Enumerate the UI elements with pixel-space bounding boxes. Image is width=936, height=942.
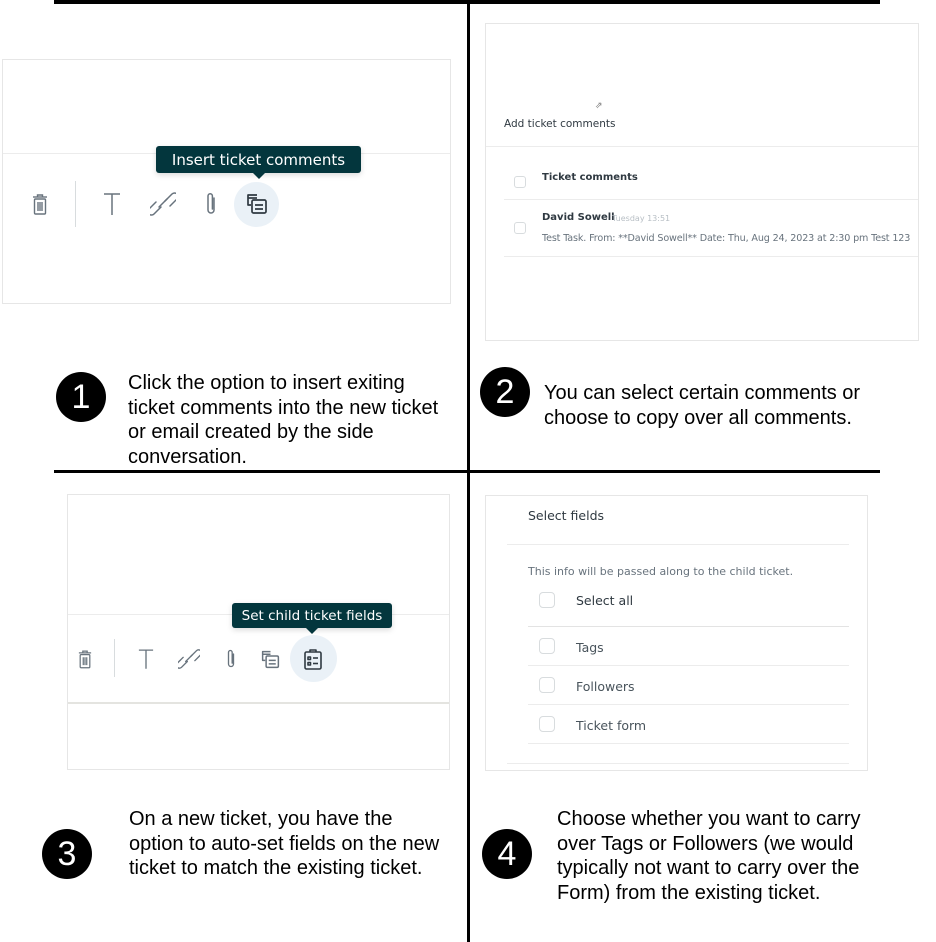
comment-checkbox[interactable]: [514, 222, 526, 234]
child-fields-icon[interactable]: [301, 647, 325, 671]
ticket-comments-header: Ticket comments: [542, 172, 638, 183]
editor-bottom-separator: [68, 702, 449, 704]
followers-checkbox[interactable]: [539, 677, 555, 693]
comment-author: David Sowell: [542, 212, 615, 223]
attachment-icon[interactable]: [202, 191, 220, 217]
field-label: Tags: [576, 640, 604, 655]
panel-add-ticket-comments: [485, 23, 919, 341]
header-separator: [507, 544, 849, 545]
tooltip-insert-ticket-comments: [156, 146, 361, 173]
panel-description: This info will be passed along to the child ticket.: [528, 565, 794, 578]
footer-separator: [507, 763, 849, 764]
row-separator: [504, 256, 918, 257]
step-description-2: You can select certain comments or choose to copy over all comments.: [544, 382, 861, 429]
row-separator: [504, 199, 918, 200]
row-separator: [528, 704, 849, 705]
comment-time: Tuesday 13:51: [612, 214, 671, 223]
step-number: 4: [497, 834, 517, 873]
text-format-icon[interactable]: [136, 647, 156, 671]
step-number: 1: [71, 377, 91, 416]
step-number: 2: [495, 372, 515, 411]
text-format-icon[interactable]: [100, 191, 124, 217]
field-label: Followers: [576, 679, 635, 694]
insert-comments-icon[interactable]: [244, 191, 270, 217]
tooltip-set-child-ticket-fields: [232, 603, 392, 628]
tooltip-label: Insert ticket comments: [171, 150, 346, 169]
link-icon[interactable]: [149, 191, 177, 217]
select-all-checkbox[interactable]: [539, 592, 555, 608]
step-badge-2: [480, 367, 530, 417]
step-badge-3: [42, 829, 92, 879]
toolbar-divider: [75, 181, 76, 227]
step-description-3: On a new ticket, you have the option to auto-set fields on the new ticket to match the existing ticket.: [129, 808, 440, 879]
link-icon[interactable]: [177, 647, 201, 671]
comment-body: Test Task. From: **David Sowell** Date: Thu, Aug 24, 2023 at 2:30 pm Test 123: [542, 233, 911, 244]
row-separator: [528, 743, 849, 744]
row-separator: [528, 665, 849, 666]
step-number: 3: [57, 834, 77, 873]
panel-set-child-fields: [67, 494, 450, 770]
trash-icon[interactable]: [29, 191, 51, 217]
attachment-icon[interactable]: [223, 647, 239, 671]
divider-vertical: [467, 0, 470, 942]
step-badge-1: [56, 372, 106, 422]
step-description-4: Choose whether you want to carry over Tags or Followers (we would typically not want to carry over the Form) from the existing ticket.: [557, 808, 861, 904]
step-badge-4: [482, 829, 532, 879]
panel-title: Select fields: [528, 508, 605, 523]
select-all-comments-checkbox[interactable]: [514, 176, 526, 188]
panel-header-separator: [486, 146, 918, 147]
trash-icon[interactable]: [76, 647, 94, 671]
tooltip-label: Set child ticket fields: [241, 607, 383, 624]
tags-checkbox[interactable]: [539, 638, 555, 654]
toolbar-divider: [114, 639, 115, 677]
ticket-form-checkbox[interactable]: [539, 716, 555, 732]
row-separator: [528, 626, 849, 627]
field-label: Ticket form: [576, 718, 647, 733]
step-description-1: Click the option to insert exiting ticket comments into the new ticket or email created by the side conversation.: [128, 372, 439, 468]
select-all-label: Select all: [576, 593, 634, 608]
panel-select-fields: [485, 495, 868, 771]
panel-title: Add ticket comments: [504, 118, 616, 130]
mouse-cursor-icon: ⇗: [595, 101, 603, 111]
insert-comments-icon[interactable]: [258, 647, 282, 671]
panel-insert-comments: [2, 59, 451, 304]
